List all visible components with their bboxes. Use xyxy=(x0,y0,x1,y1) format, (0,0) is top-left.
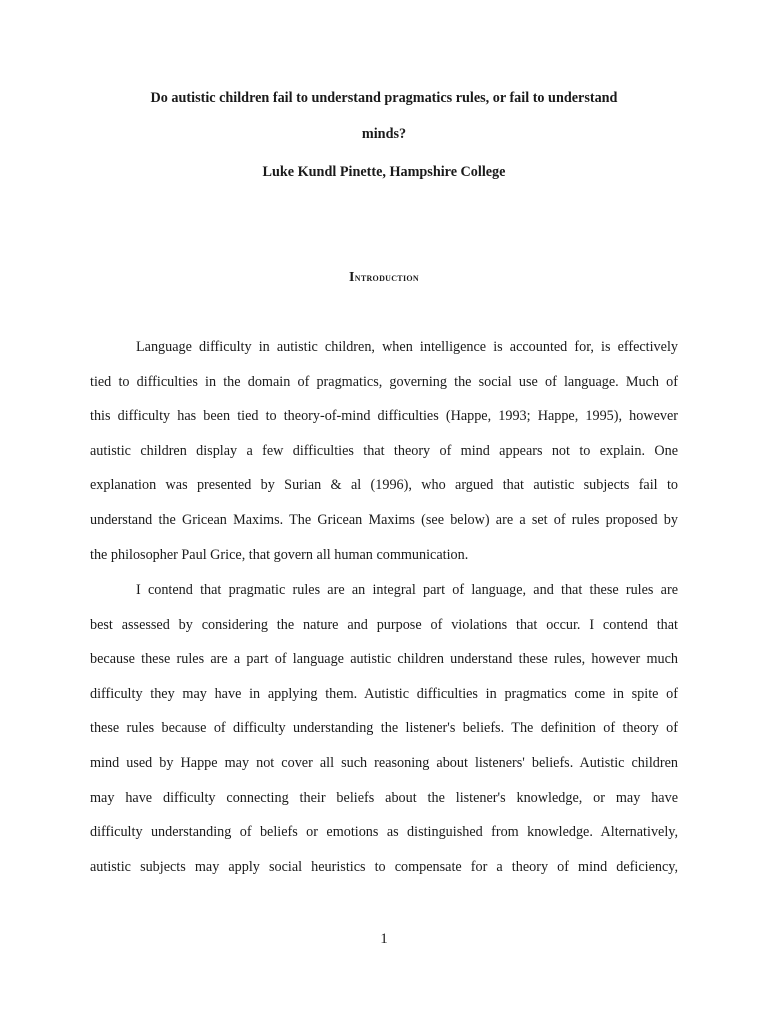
paragraph-line: difficulty they may have in applying them. Autistic difficulties in pragmatics come in spite of xyxy=(90,685,678,702)
paper-title-line-1: Do autistic children fail to understand pragmatics rules, or fail to understand xyxy=(150,90,618,106)
author-affiliation: Luke Kundl Pinette, Hampshire College xyxy=(262,164,506,180)
body-paragraph-1 xyxy=(90,339,678,581)
paragraph-line: these rules because of difficulty understanding the listener's beliefs. The definition of theory of xyxy=(90,720,678,737)
paragraph-line: autistic subjects may apply social heuristics to compensate for a theory of mind deficiency, xyxy=(90,858,678,875)
paragraph-line: mind used by Happe may not cover all such reasoning about listeners' beliefs. Autistic children xyxy=(90,754,678,771)
body-paragraph-2 xyxy=(90,582,678,893)
page-number: 1 xyxy=(380,931,388,947)
paragraph-line: autistic children display a few difficulties that theory of mind appears not to explain. One xyxy=(90,442,678,459)
paper-title-line-2: minds? xyxy=(361,126,407,142)
paragraph-line: may have difficulty connecting their beliefs about the listener's knowledge, or may have xyxy=(90,789,678,806)
paragraph-line: understand the Gricean Maxims. The Gricean Maxims (see below) are a set of rules proposed by xyxy=(90,511,678,528)
paragraph-line: I contend that pragmatic rules are an integral part of language, and that these rules are xyxy=(136,582,678,598)
paragraph-line: tied to difficulties in the domain of pragmatics, governing the social use of language. Much of xyxy=(90,373,678,390)
section-heading-introduction: Introduction xyxy=(349,270,419,285)
paragraph-line: difficulty understanding of beliefs or emotions as distinguished from knowledge. Alternatively, xyxy=(90,824,678,841)
paragraph-line: best assessed by considering the nature and purpose of violations that occur. I contend that xyxy=(90,616,678,633)
paragraph-line: this difficulty has been tied to theory-of-mind difficulties (Happe, 1993; Happe, 1995), however xyxy=(90,408,678,425)
paragraph-line: Language difficulty in autistic children, when intelligence is accounted for, is effectively xyxy=(136,339,678,355)
paragraph-line: the philosopher Paul Grice, that govern all human communication. xyxy=(90,546,469,563)
paragraph-line: explanation was presented by Surian & al (1996), who argued that autistic subjects fail to xyxy=(90,477,678,494)
paragraph-line: because these rules are a part of language autistic children understand these rules, however much xyxy=(90,651,678,668)
